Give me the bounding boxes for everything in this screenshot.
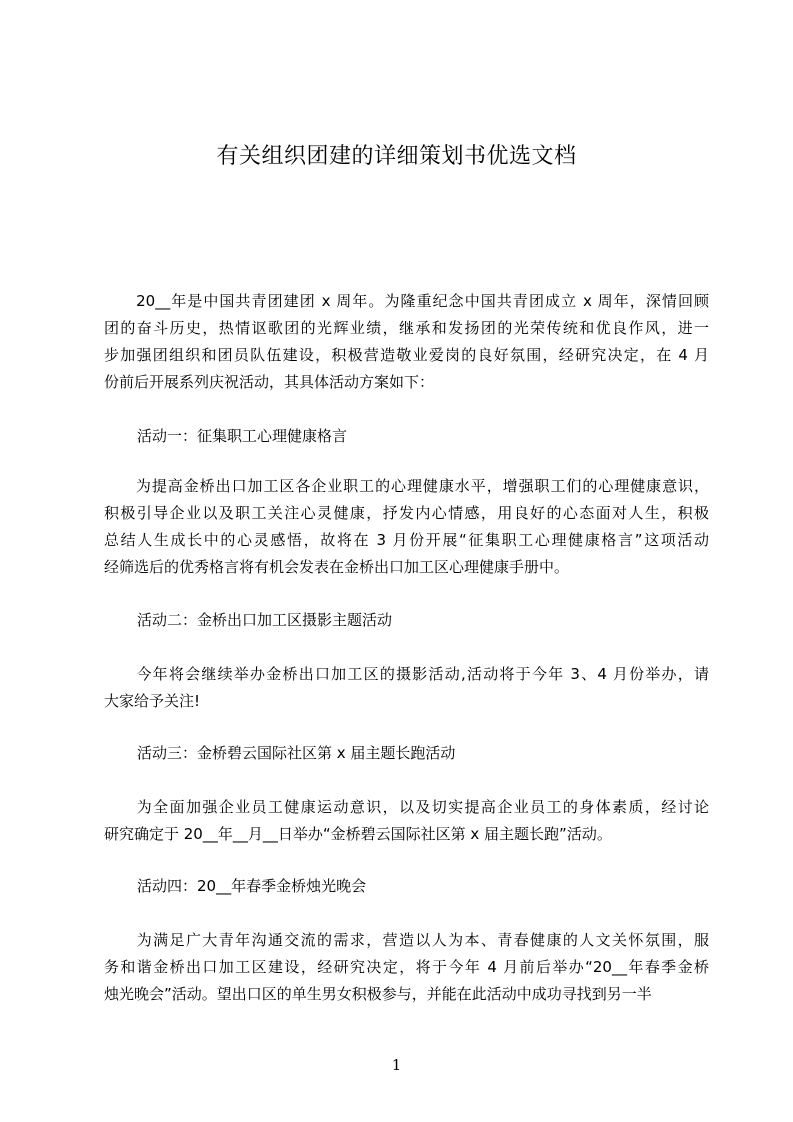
activity-1-line-3: 总结人生成长中的心灵感悟，故将在 3 月份开展“征集职工心理健康格言”这项活动 xyxy=(104,531,709,549)
intro-line-4: 份前后开展系列庆祝活动，其具体活动方案如下： xyxy=(104,373,435,391)
document-title: 有关组织团建的详细策划书优选文档 xyxy=(216,144,577,169)
activity-2-paragraph xyxy=(104,661,709,715)
activity-1-paragraph xyxy=(104,473,709,581)
activity-4-line-2: 务和谐金桥出口加工区建设，经研究决定，将于今年 4 月前后举办“20__年春季金桥 xyxy=(104,958,709,976)
activity-1-line-1: 为提高金桥出口加工区各企业职工的心理健康水平，增强职工们的心理健康意识， xyxy=(104,477,709,495)
activity-3-line-2: 研究确定于 20__年__月__日举办“金桥碧云国际社区第 x 届主题长跑”活动。 xyxy=(104,825,612,843)
activity-2-line-1: 今年将会继续举办金桥出口加工区的摄影活动,活动将于今年 3、4 月份举办，请 xyxy=(104,665,709,683)
intro-line-2: 团的奋斗历史，热情讴歌团的光辉业绩，继承和发扬团的光荣传统和优良作风，进一 xyxy=(104,319,709,337)
activity-4-paragraph xyxy=(104,927,709,1008)
activity-4-line-3: 烛光晚会”活动。望出口区的单生男女积极参与，并能在此活动中成功寻找到另一半 xyxy=(104,985,652,1003)
intro-paragraph xyxy=(104,288,709,396)
activity-2-line-2: 大家给予关注! xyxy=(104,692,201,710)
activity-4-line-1: 为满足广大青年沟通交流的需求，营造以人为本、青春健康的人文关怀氛围，服 xyxy=(104,931,709,949)
intro-line-3: 步加强团组织和团员队伍建设，积极营造敬业爱岗的良好氛围，经研究决定，在 4 月 xyxy=(104,346,709,364)
activity-1-heading: 活动一：征集职工心理健康格言 xyxy=(137,427,348,445)
activity-3-line-1: 为全面加强企业员工健康运动意识，以及切实提高企业员工的身体素质，经讨论 xyxy=(104,798,709,816)
activity-3-paragraph xyxy=(104,794,709,848)
intro-line-1: 20__年是中国共青团建团 x 周年。为隆重纪念中国共青团成立 x 周年，深情回顾 xyxy=(104,292,709,310)
page-number: 1 xyxy=(391,1056,402,1074)
activity-4-heading: 活动四：20__年春季金桥烛光晚会 xyxy=(137,877,367,895)
activity-1-line-2: 积极引导企业以及职工关注心灵健康，抒发内心情感，用良好的心态面对人生，积极 xyxy=(104,504,709,522)
activity-2-heading: 活动二：金桥出口加工区摄影主题活动 xyxy=(137,611,393,629)
activity-1-line-4: 经筛选后的优秀格言将有机会发表在金桥出口加工区心理健康手册中。 xyxy=(104,558,570,576)
activity-3-heading: 活动三：金桥碧云国际社区第 x 届主题长跑活动 xyxy=(137,744,456,762)
